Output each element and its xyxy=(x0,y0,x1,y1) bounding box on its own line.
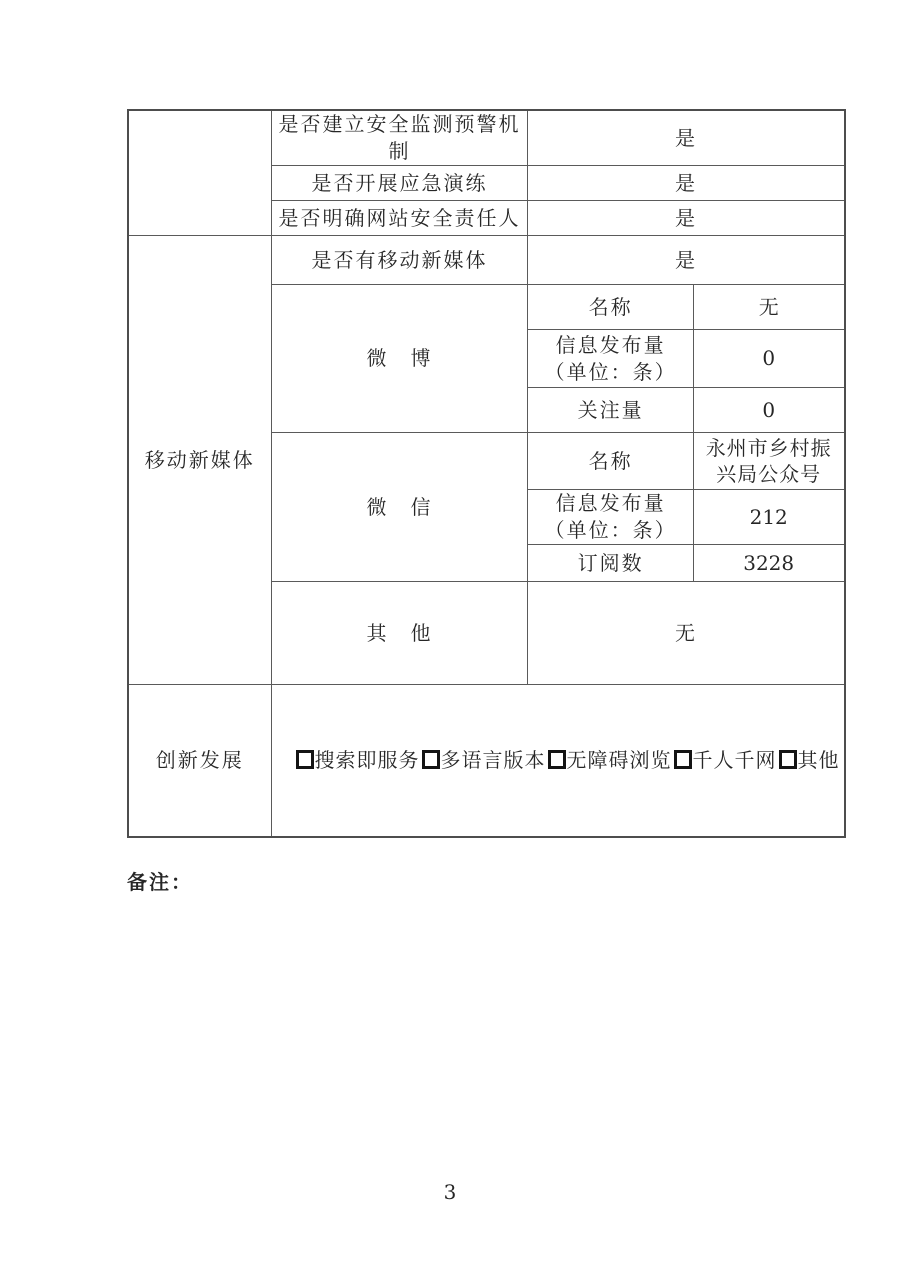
section-cell-mobile-media: 移动新媒体 xyxy=(128,236,271,685)
innovation-option-label: 无障碍浏览 xyxy=(566,747,672,772)
checkbox-icon xyxy=(779,750,797,769)
innovation-option xyxy=(420,748,546,772)
security-row-label: 是否建立安全监测预警机制 xyxy=(271,110,528,166)
wechat-posts-label xyxy=(528,490,693,545)
security-row-label: 是否明确网站安全责任人 xyxy=(271,201,528,236)
posts-label-line1: 信息发布量 xyxy=(555,491,666,515)
weibo-posts-value: 0 xyxy=(693,330,844,388)
innovation-option xyxy=(672,748,777,772)
innovation-option xyxy=(294,748,420,772)
other-media-label: 其 他 xyxy=(271,582,528,685)
wechat-name-value: 永州市乡村振兴局公众号 xyxy=(693,433,844,490)
wechat-cell: 微 信 xyxy=(271,433,528,582)
checkbox-icon xyxy=(548,750,566,769)
wechat-name-label: 名称 xyxy=(528,433,693,490)
section-cell-innovation: 创新发展 xyxy=(128,685,271,837)
weibo-followers-label: 关注量 xyxy=(528,388,693,433)
wechat-subscribers-label: 订阅数 xyxy=(528,545,693,582)
posts-label-line2: （单位：条） xyxy=(544,359,677,384)
innovation-option xyxy=(546,748,672,772)
page-number: 3 xyxy=(443,1180,457,1204)
checkbox-icon xyxy=(674,750,692,769)
innovation-options-cell xyxy=(271,685,845,837)
weibo-name-value: 无 xyxy=(693,285,844,330)
other-media-value: 无 xyxy=(528,582,845,685)
posts-label-line1: 信息发布量 xyxy=(555,332,666,357)
weibo-followers-value: 0 xyxy=(693,388,844,433)
section-cell-empty xyxy=(128,110,271,236)
weibo-cell: 微 博 xyxy=(271,285,528,433)
checkbox-icon xyxy=(296,750,314,769)
innovation-option xyxy=(777,748,840,772)
wechat-posts-value: 212 xyxy=(693,490,844,545)
innovation-option-label: 搜索即服务 xyxy=(314,747,420,772)
remark-label: 备注： xyxy=(127,870,193,894)
posts-label-line2: （单位：条） xyxy=(544,518,677,542)
security-row-value: 是 xyxy=(528,110,845,166)
report-table xyxy=(127,109,846,838)
security-row-value: 是 xyxy=(528,201,845,236)
innovation-option-label: 其他 xyxy=(797,747,840,772)
wechat-subscribers-value: 3228 xyxy=(693,545,844,582)
has-mobile-value: 是 xyxy=(528,236,845,285)
weibo-posts-label xyxy=(528,330,693,388)
security-row-label: 是否开展应急演练 xyxy=(271,166,528,201)
has-mobile-label: 是否有移动新媒体 xyxy=(271,236,528,285)
innovation-option-label: 千人千网 xyxy=(692,747,777,772)
checkbox-icon xyxy=(422,750,440,769)
security-row-value: 是 xyxy=(528,166,845,201)
weibo-name-label: 名称 xyxy=(528,285,693,330)
innovation-option-label: 多语言版本 xyxy=(440,747,546,772)
